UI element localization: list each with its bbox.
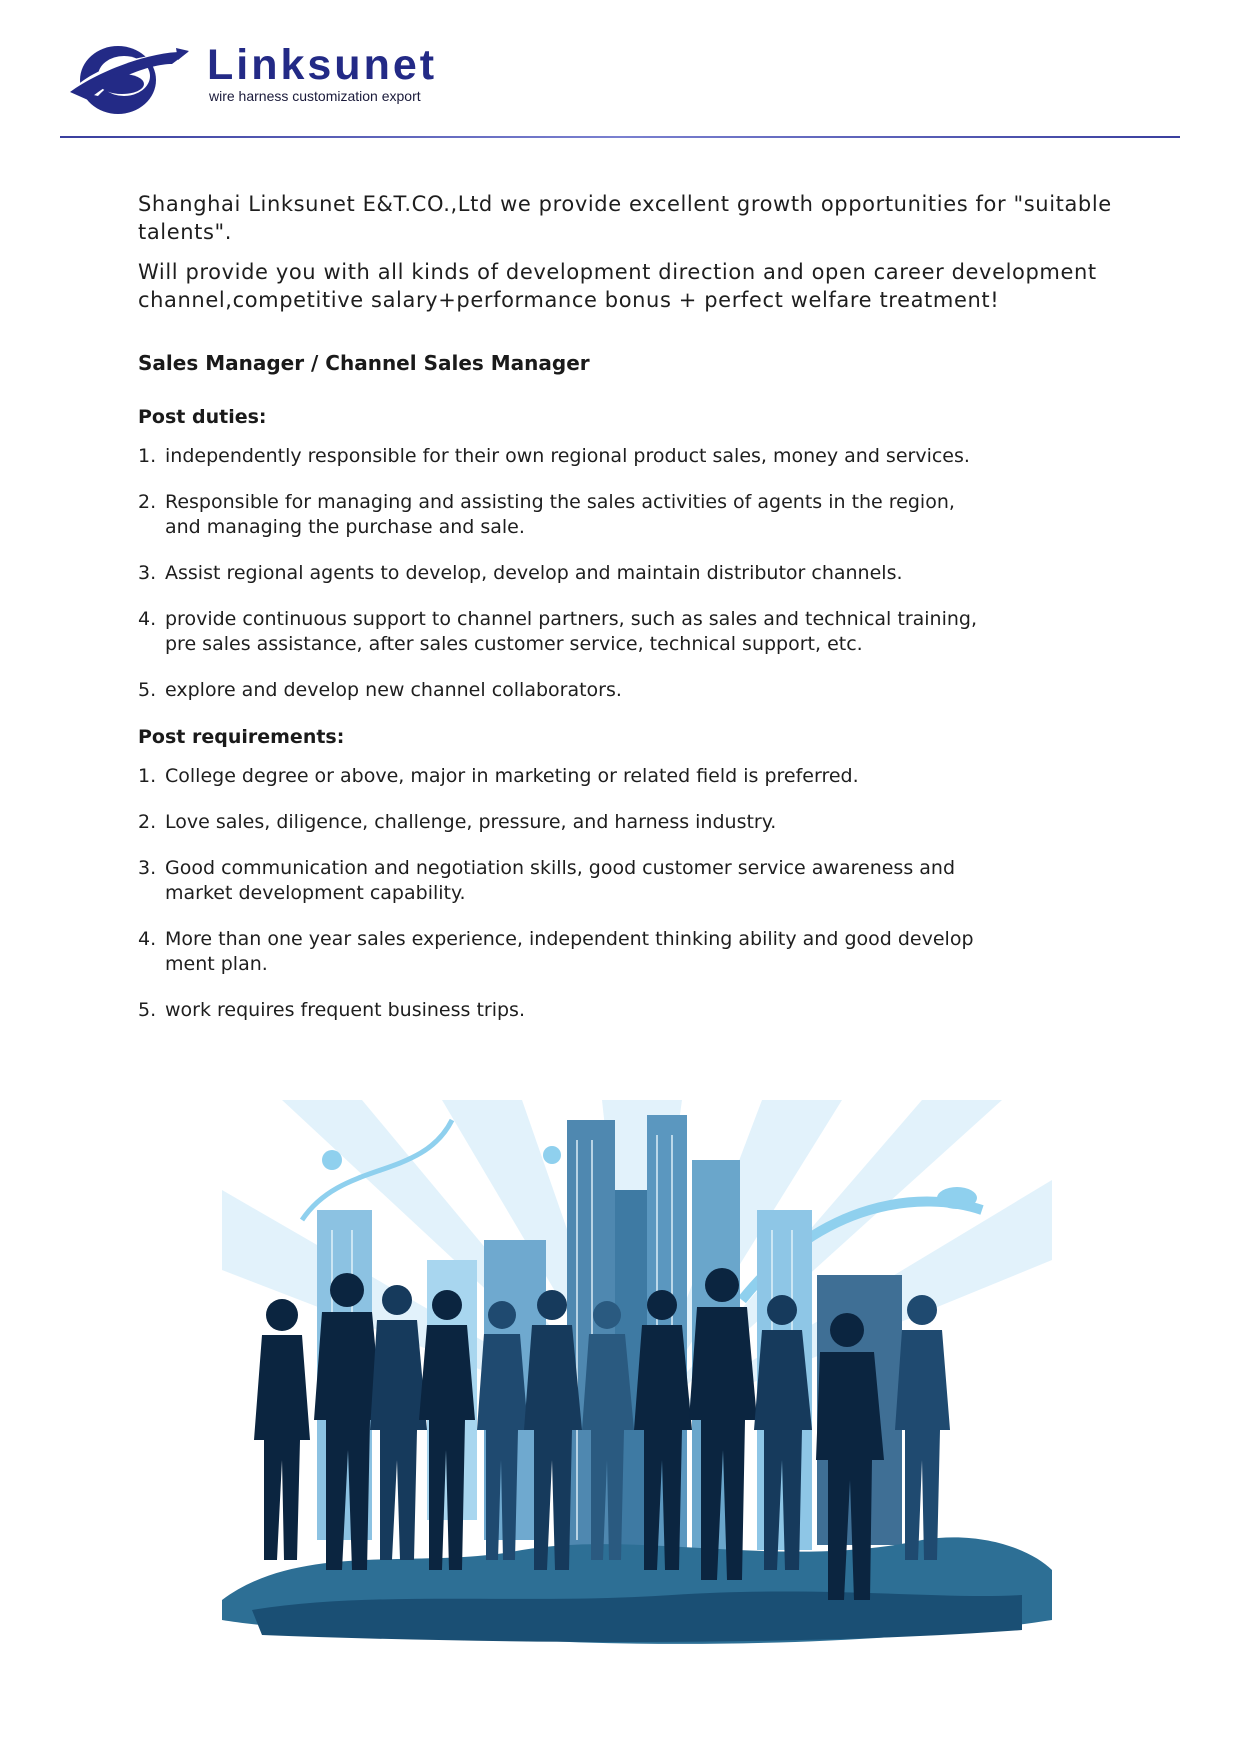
list-item [138,490,988,540]
planet-swoosh-logo-icon [68,34,190,122]
intro-paragraph: Will provide you with all kinds of development direction and open career development channel,competitive salary+performance bonus + perfect welfare treatment! [138,260,1097,312]
item-number: 5. [138,999,157,1021]
item-text: College degree or above, major in marketing or related field is preferred. [165,765,859,787]
item-number: 5. [138,679,157,701]
list-item [138,856,988,906]
duties-list [138,444,988,703]
list-item [138,444,988,469]
item-number: 4. [138,928,157,950]
item-text: independently responsible for their own regional product sales, money and services. [165,445,970,467]
item-number: 2. [138,491,157,513]
requirements-heading: Post requirements: [138,726,345,748]
page-header [60,28,1180,138]
item-text: Responsible for managing and assisting the sales activities of agents in the region, and managing the purchase and sale. [165,491,955,538]
item-number: 1. [138,445,157,467]
business-crowd-city-illustration-icon [222,1100,1052,1650]
brand-tagline: wire harness customization export [209,88,421,104]
item-number: 4. [138,608,157,630]
item-text: explore and develop new channel collaborators. [165,679,622,701]
list-item [138,810,988,835]
item-text: Assist regional agents to develop, develop and maintain distributor channels. [165,562,903,584]
list-item [138,998,988,1023]
item-number: 3. [138,562,157,584]
header-divider [60,136,1180,138]
item-number: 2. [138,811,157,833]
brand-name: Linksunet [207,41,438,89]
list-item [138,927,988,977]
list-item [138,764,988,789]
item-text: Good communication and negotiation skills, good customer service awareness and market development capability. [165,857,956,904]
duties-heading: Post duties: [138,406,267,428]
main-content [138,190,1118,1044]
item-number: 1. [138,765,157,787]
list-item [138,607,988,657]
job-title: Sales Manager / Channel Sales Manager [138,351,590,375]
list-item [138,561,988,586]
item-number: 3. [138,857,157,879]
requirements-list [138,764,988,1023]
list-item [138,678,988,703]
item-text: Love sales, diligence, challenge, pressure, and harness industry. [165,811,777,833]
intro-paragraph: Shanghai Linksunet E&T.CO.,Ltd we provide excellent growth opportunities for "suitable talents". [138,192,1112,244]
item-text: More than one year sales experience, independent thinking ability and good develop ment plan. [165,928,974,975]
item-text: provide continuous support to channel partners, such as sales and technical training, pre sales assistance, after sales customer service, technical support, etc. [165,608,978,655]
item-text: work requires frequent business trips. [165,999,525,1021]
intro-section [138,190,1118,314]
